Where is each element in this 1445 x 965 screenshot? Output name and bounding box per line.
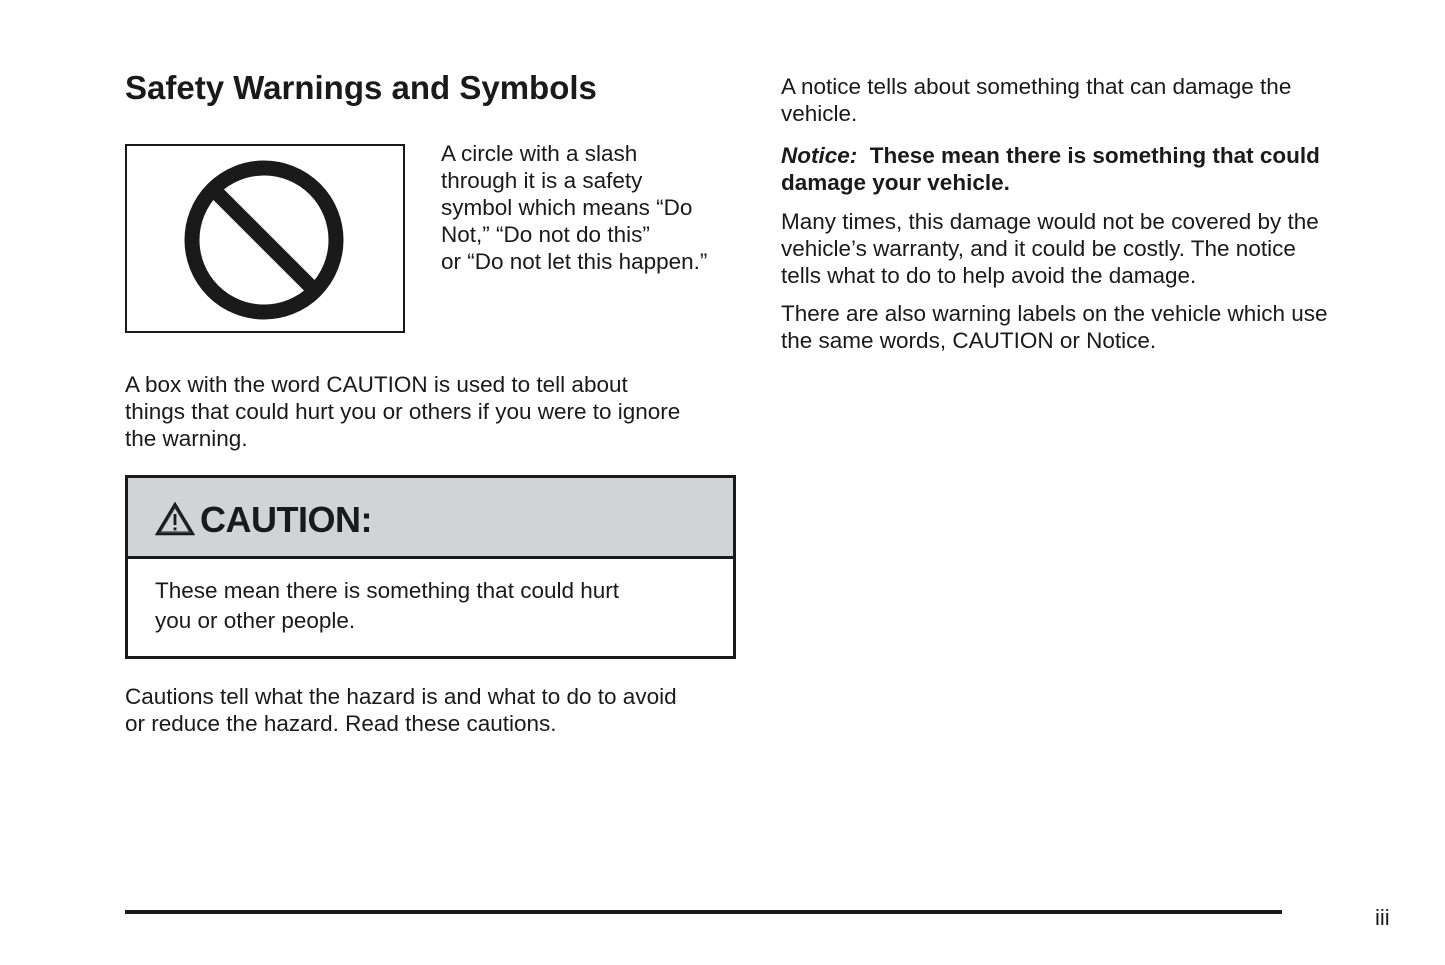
notice-intro-paragraph (781, 73, 1401, 127)
paragraph-line: vehicle. (781, 101, 858, 126)
symbol-description-line: or “Do not let this happen.” (441, 249, 708, 274)
caution-header (128, 478, 733, 559)
prohibition-symbol-box (125, 144, 405, 333)
caution-body (155, 576, 715, 636)
symbol-description-line: symbol which means “Do (441, 195, 693, 220)
paragraph-line: A box with the word CAUTION is used to tell about (125, 372, 628, 397)
paragraph-line: things that could hurt you or others if you were to ignore (125, 399, 681, 424)
page-number: iii (1375, 905, 1390, 930)
paragraph-line: the warning. (125, 426, 248, 451)
symbol-description-line: A circle with a slash (441, 141, 638, 166)
caution-heading: CAUTION: (200, 499, 372, 540)
page-title: Safety Warnings and Symbols (125, 69, 597, 106)
symbol-description (441, 140, 741, 275)
damage-paragraph (781, 208, 1421, 289)
paragraph-line: There are also warning labels on the vehicle which use (781, 301, 1328, 326)
paragraph-line: Many times, this damage would not be covered by the (781, 209, 1319, 234)
prohibition-icon (182, 158, 346, 322)
notice-label: Notice: (781, 143, 858, 168)
caution-intro-paragraph (125, 371, 745, 452)
caution-body-line: you or other people. (155, 608, 356, 633)
paragraph-line: Cautions tell what the hazard is and what to do to avoid (125, 684, 677, 709)
footer-rule (125, 910, 1282, 914)
symbol-description-line: through it is a safety (441, 168, 643, 193)
paragraph-line: or reduce the hazard. Read these cautions. (125, 711, 557, 736)
warning-labels-paragraph (781, 300, 1421, 354)
notice-line (781, 142, 1421, 169)
symbol-description-line: Not,” “Do not do this” (441, 222, 650, 247)
cautions-paragraph (125, 683, 745, 737)
paragraph-line: vehicle’s warranty, and it could be costly. The notice (781, 236, 1296, 261)
notice-statement (781, 142, 1421, 196)
notice-text: These mean there is something that could (869, 143, 1320, 168)
paragraph-line: tells what to do to help avoid the damage. (781, 263, 1197, 288)
caution-box (125, 475, 736, 659)
caution-body-line: These mean there is something that could hurt (155, 578, 620, 603)
paragraph-line: the same words, CAUTION or Notice. (781, 328, 1157, 353)
notice-text: damage your vehicle. (781, 170, 1010, 195)
warning-triangle-icon (155, 502, 195, 536)
paragraph-line: A notice tells about something that can damage the (781, 74, 1292, 99)
